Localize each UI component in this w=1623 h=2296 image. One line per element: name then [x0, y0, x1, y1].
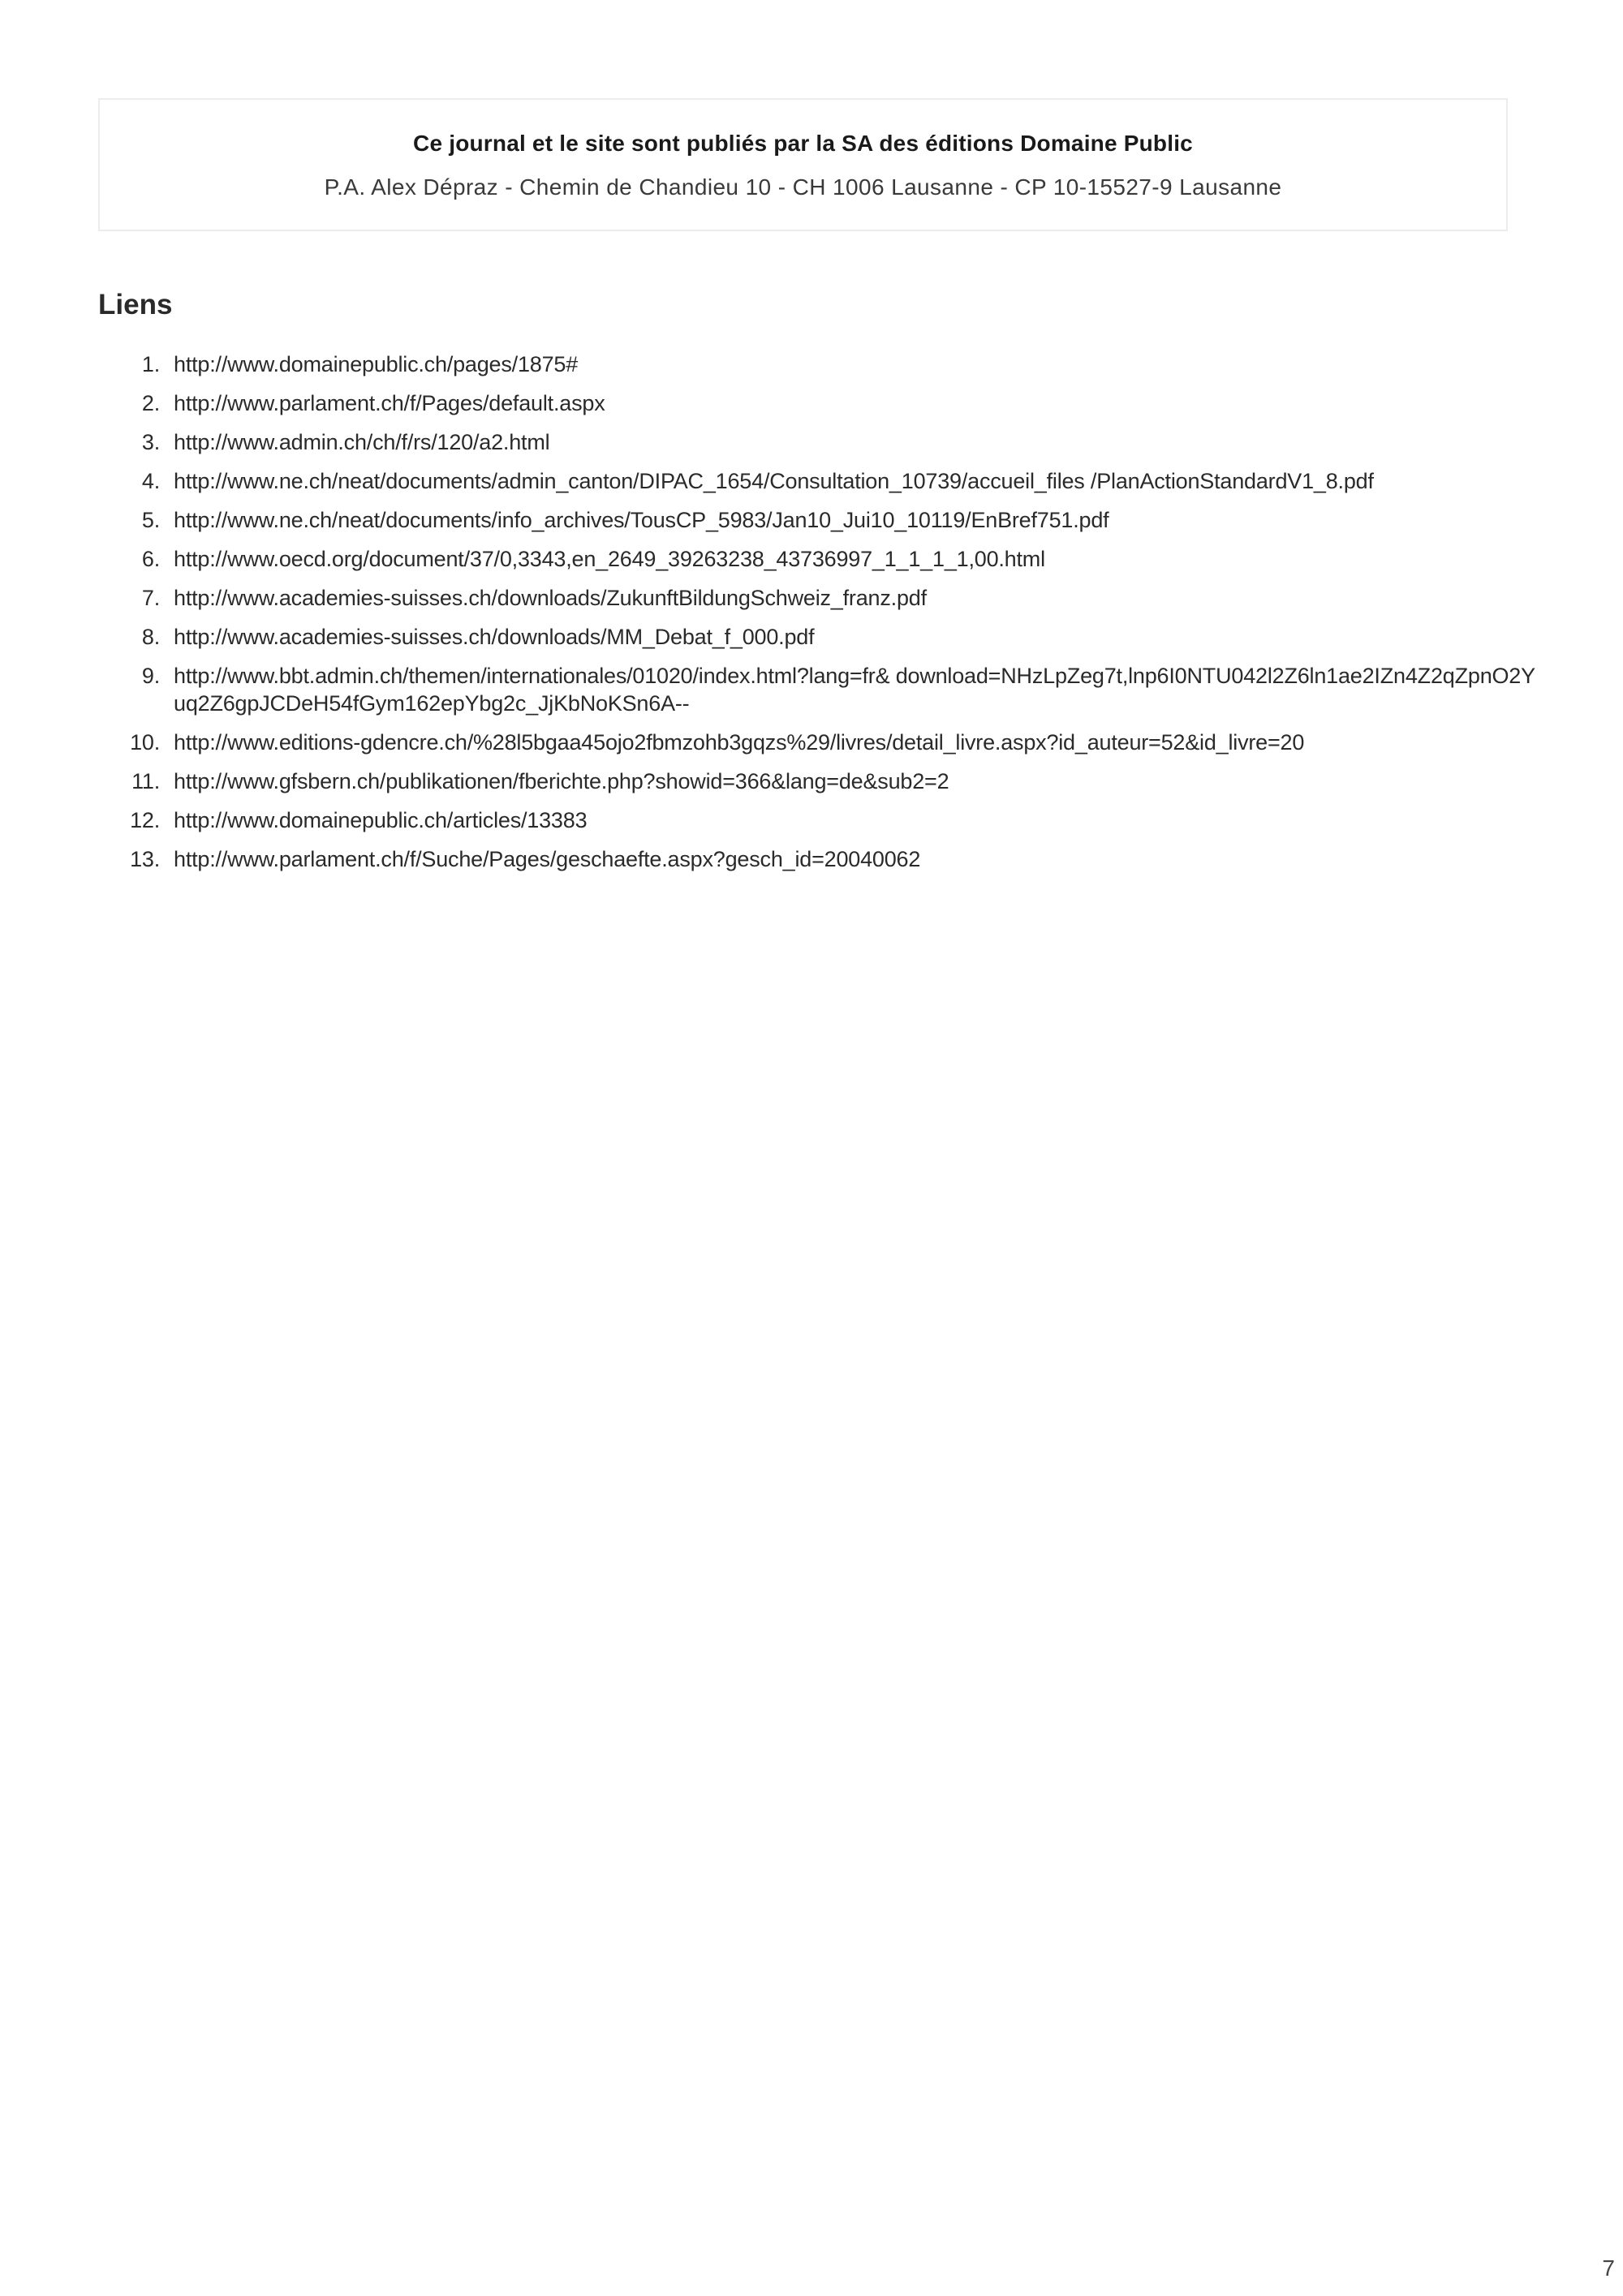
link-item — [98, 389, 1543, 417]
link-item — [98, 350, 1543, 378]
link-item — [98, 729, 1543, 756]
link-number: 11. — [131, 769, 160, 793]
link-url[interactable]: http://www.editions-gdencre.ch/%28l5bgaa45ojo2fbmzohb3gqzs%29/livres/detail_livre.aspx?id_auteur=52&id_livre=20 — [174, 730, 1305, 755]
link-item — [98, 845, 1543, 873]
link-number: 13. — [130, 847, 160, 871]
link-number: 12. — [130, 808, 160, 832]
link-url[interactable]: http://www.parlament.ch/f/Suche/Pages/geschaefte.aspx?gesch_id=20040062 — [174, 847, 921, 871]
link-item — [98, 467, 1543, 495]
link-url[interactable]: http://www.parlament.ch/f/Pages/default.aspx — [174, 391, 605, 415]
link-item — [98, 767, 1543, 795]
links-heading: Liens — [98, 289, 173, 320]
link-url[interactable]: http://www.ne.ch/neat/documents/info_archives/TousCP_5983/Jan10_Jui10_10119/EnBref751.pdf — [174, 508, 1109, 532]
link-url[interactable]: http://www.ne.ch/neat/documents/admin_canton/DIPAC_1654/Consultation_10739/accueil_files /PlanActionStandardV1_8.pdf — [174, 469, 1374, 493]
link-item — [98, 584, 1543, 612]
links-list — [98, 350, 1543, 884]
link-number: 6. — [141, 547, 160, 571]
link-url[interactable]: http://www.gfsbern.ch/publikationen/fberichte.php?showid=366&lang=de&sub2=2 — [174, 769, 949, 793]
link-url[interactable]: http://www.admin.ch/ch/f/rs/120/a2.html — [174, 430, 550, 454]
publisher-title: Ce journal et le site sont publiés par la SA des éditions Domaine Public — [413, 131, 1193, 156]
link-item — [98, 662, 1543, 717]
link-number: 2. — [141, 391, 160, 415]
publisher-info-box — [98, 98, 1508, 231]
link-item — [98, 623, 1543, 651]
link-url[interactable]: http://www.bbt.admin.ch/themen/internationales/01020/index.html?lang=fr& download=NHzLpZeg7t,lnp6I0NTU042l2Z6ln1ae2IZn4Z2qZpnO2Yuq2Z6gpJCDeH54fGym162epYbg2c_JjKbNoKSn6A-- — [174, 664, 1535, 716]
publisher-address: P.A. Alex Dépraz - Chemin de Chandieu 10 - CH 1006 Lausanne - CP 10-15527-9 Lausanne — [324, 174, 1282, 200]
link-number: 1. — [141, 352, 160, 376]
link-number: 10. — [130, 730, 160, 755]
link-url[interactable]: http://www.academies-suisses.ch/downloads/ZukunftBildungSchweiz_franz.pdf — [174, 586, 927, 610]
link-item — [98, 506, 1543, 534]
link-number: 3. — [141, 430, 160, 454]
link-url[interactable]: http://www.domainepublic.ch/articles/13383 — [174, 808, 588, 832]
link-url[interactable]: http://www.oecd.org/document/37/0,3343,en_2649_39263238_43736997_1_1_1_1,00.html — [174, 547, 1045, 571]
link-number: 8. — [141, 625, 160, 649]
link-number: 4. — [141, 469, 160, 493]
link-item — [98, 428, 1543, 456]
link-url[interactable]: http://www.academies-suisses.ch/downloads/MM_Debat_f_000.pdf — [174, 625, 815, 649]
link-item — [98, 806, 1543, 834]
page-number: 7 — [1602, 2255, 1615, 2281]
link-number: 5. — [141, 508, 160, 532]
link-url[interactable]: http://www.domainepublic.ch/pages/1875# — [174, 352, 579, 376]
link-item — [98, 545, 1543, 573]
link-number: 7. — [141, 586, 160, 610]
link-number: 9. — [141, 664, 160, 688]
